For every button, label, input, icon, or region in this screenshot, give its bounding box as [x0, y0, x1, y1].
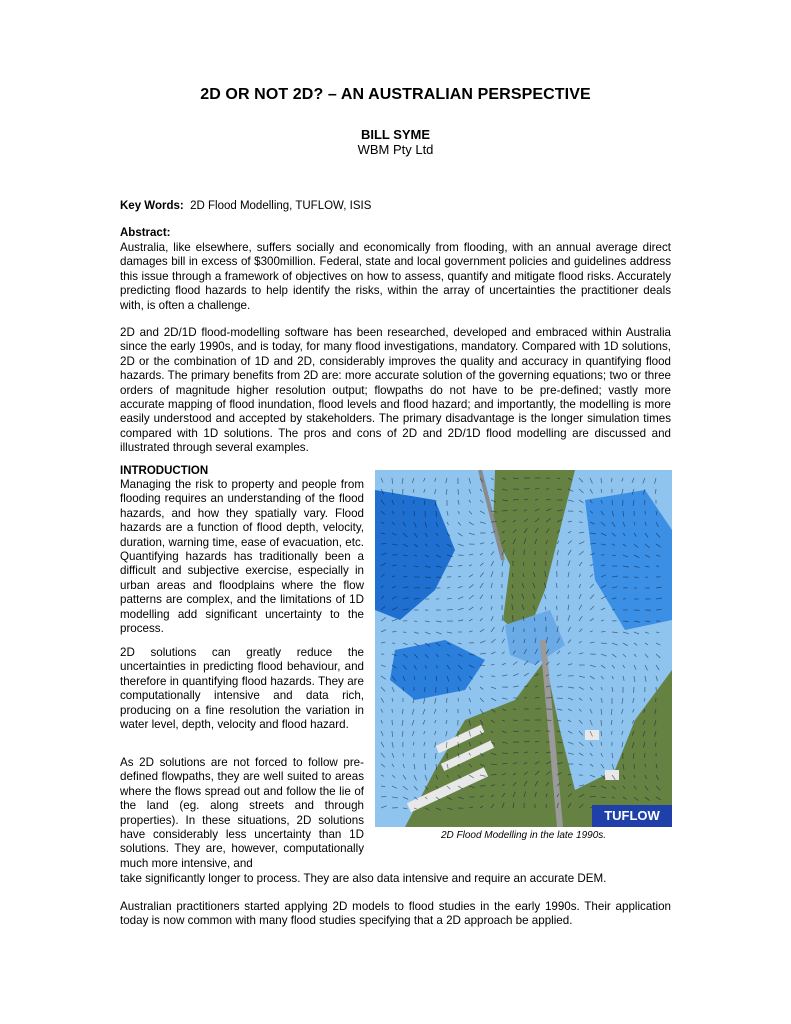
- keywords-line: [120, 200, 371, 212]
- introduction-heading: INTRODUCTION: [120, 465, 209, 477]
- velocity-arrow: [611, 478, 612, 482]
- flood-model-figure: [375, 470, 672, 827]
- author-affiliation: WBM Pty Ltd: [357, 142, 434, 157]
- intro-paragraph-3-continued: take significantly longer to process. They are also data intensive and require an accurate DEM.: [120, 872, 607, 885]
- velocity-arrow: [612, 500, 613, 505]
- keywords-label: Key Words:: [120, 200, 184, 212]
- velocity-arrow: [535, 741, 539, 742]
- velocity-arrow: [425, 676, 426, 680]
- keywords-value: 2D Flood Modelling, TUFLOW, ISIS: [190, 200, 372, 212]
- tuflow-badge: TUFLOW: [592, 805, 672, 827]
- velocity-arrow: [392, 631, 396, 632]
- paper-title: 2D OR NOT 2D? – AN AUSTRALIAN PERSPECTIVE: [200, 86, 591, 103]
- velocity-arrow: [447, 566, 453, 567]
- intro-paragraph-2: 2D solutions can greatly reduce the uncertainties in predicting flood behaviour, and therefore in quantifying flood hazards. They are computationally intensive and data rich, producing on a fine resolution the variation in water level, depth, velocity and flood hazard.: [120, 646, 364, 732]
- intro-paragraph-3: As 2D solutions are not forced to follow pre-defined flowpaths, they are well suited to areas where the flows spread out and follow the lie of the land (eg. along streets and through properties). In these situations, 2D solutions have considerably less uncertainty than 1D solutions. They are, however, computationally much more intensive, and: [120, 756, 364, 870]
- velocity-arrow: [556, 596, 557, 599]
- velocity-arrow: [513, 627, 514, 632]
- velocity-arrow: [491, 774, 496, 775]
- figure-caption: 2D Flood Modelling in the late 1990s.: [440, 830, 607, 841]
- velocity-arrow: [601, 720, 602, 726]
- velocity-arrow: [458, 742, 459, 748]
- abstract-paragraph-1: Australia, like elsewhere, suffers socially and economically from flooding, with an annual average direct damages bill in excess of $300million. Federal, state and local government policies and guidelines address this issue through a framework of objectives on how to assess, quantify and mitigate flood risks. Accurately predicting flood hazards to help identify the risks, within the array of uncertainties the practitioner deals with, is often a challenge.: [120, 241, 671, 312]
- velocity-arrow: [601, 643, 607, 644]
- velocity-arrow: [523, 562, 524, 566]
- velocity-arrow: [381, 543, 386, 544]
- flood-model-image: [375, 470, 672, 827]
- velocity-arrow: [458, 565, 462, 566]
- velocity-arrow: [425, 764, 426, 770]
- abstract-paragraph-2: 2D and 2D/1D flood-modelling software has been researched, developed and embraced within Australia since the early 1990s, and is today, for many flood investigations, mandatory. Compared with 1D solutions, 2D or the combination of 1D and 2D, considerably improves the quality and accuracy in quantifying flood hazards. The primary benefits from 2D are: more accurate solution of the governing equations; two or three orders of magnitude higher resolution output; flowpaths do not have to be pre-defined; vastly more accurate mapping of flood inundation, flood levels and flood hazard; and importantly, the modelling is more easily understood and accepted by stakeholders. The primary disadvantage is the longer simulation times compared with 1D solutions. The pros and cons of 2D and 2D/1D flood modelling are discussed and illustrated through several examples.: [120, 326, 671, 455]
- velocity-arrow: [524, 741, 529, 742]
- author-name: BILL SYME: [360, 127, 431, 142]
- velocity-arrow: [502, 510, 508, 511]
- velocity-arrow: [447, 687, 448, 693]
- intro-paragraph-4: Australian practitioners started applying 2D models to flood studies in the early 1990s. Their application today is now common with many flood studies specifying that a 2D approach be applied.: [120, 900, 671, 928]
- intro-paragraph-1: Managing the risk to property and people from flooding requires an understanding of the flood hazards, and how they spatially vary. Flood hazards are a function of flood depth, velocity, duration, warning time, ease of evacuation, etc. Quantifying hazards has traditionally been a difficult and subjective exercise, especially in urban areas and floodplains where the flow patterns are complex, and the limitations of 1D modelling add significant uncertainty to the process.: [120, 478, 364, 636]
- velocity-arrow: [656, 609, 661, 610]
- velocity-arrow: [611, 731, 612, 735]
- abstract-heading: Abstract:: [120, 227, 171, 239]
- velocity-arrow: [381, 786, 385, 787]
